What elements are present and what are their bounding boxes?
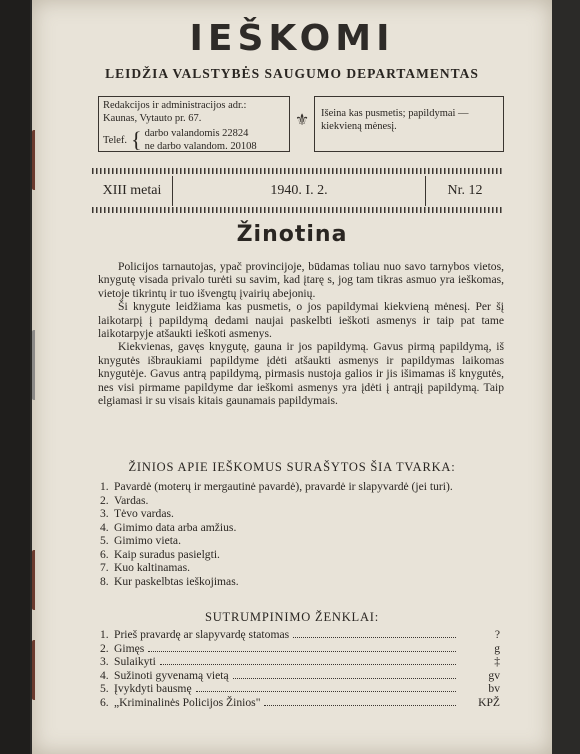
hatched-rule [92,207,504,213]
issue-volume: XIII metai [92,176,173,206]
list-item: 6. „Kriminalinės Policijos Žinios" KPŽ [100,695,500,709]
background-dark [0,0,30,754]
hatched-rule [92,168,504,174]
leader-dots [264,697,456,706]
publication-title: IEŠKOMI [189,18,395,59]
editorial-address-box [98,96,290,152]
emblem-icon: ⚜ [294,112,310,129]
list-item: 4. Sužinoti gyvenamą vietą gv [100,668,500,682]
address-line-1: Redakcijos ir administracijos adr.: [103,100,247,111]
notice-heading: Žinotina [236,222,348,247]
list-item: 6. Kaip suradus pasielgti. [100,547,220,561]
leader-dots [196,683,456,692]
list-item: 4. Gimimo data arba amžius. [100,520,237,534]
phone-day: darbo valandomis 22824 [144,128,249,139]
binding-staple [32,330,51,400]
list-item: 1. Pavardė (moterų ir mergautinė pavardė), pravardė ir slapyvardė (jei turi). [100,480,453,493]
abbrev-symbol: ? [494,628,500,641]
phone-night: ne darbo valandom. 20108 [144,141,257,152]
list-item: 3. Sulaikyti ‡ [100,655,500,669]
phone-block [103,127,285,153]
issue-date: 1940. I. 2. [270,183,328,198]
binding-thread [32,550,51,610]
binding-thread [32,640,51,700]
list-item: 5. Įvykdyti bausmę bv [100,682,500,696]
list-item: 2. Vardas. [100,493,149,507]
abbrev-symbol: KPŽ [478,695,500,709]
brace-icon: { [131,127,142,152]
notice-body [98,260,504,407]
leader-dots [233,670,456,679]
list-item: 1. Prieš pravardę ar slapyvardę statomas ? [100,628,500,641]
leader-dots [160,656,456,665]
address-line-2: Kaunas, Vytauto pr. 67. [103,113,202,124]
telef-label: Telef. [103,134,128,146]
abbrev-symbol: ‡ [494,655,500,669]
binding-thread [32,130,51,190]
issue-number: Nr. 12 [425,176,504,206]
schedule-box: Išeina kas pusmetis; papildymai — kiekvieną mėnesį. [314,96,504,152]
notice-paragraph: Ši knygute leidžiama kas pusmetis, o jos papildymai kiekvieną mėnesį. Per šį laikotarpį į papildymą dedami naujai paskelbti ieškoti asmenys ir taip pat tame laikotarpyje atšaukti ieškoti asmenys. [98,300,504,341]
list-item: 5. Gimimo vieta. [100,534,181,547]
fields-list [100,480,500,588]
abbrev-list [100,628,500,710]
list-item: 2. Gimęs g [100,641,500,655]
phone-list [145,127,257,153]
leader-dots [148,643,456,652]
list-item: 3. Tėvo vardas. [100,507,174,520]
abbrev-symbol: bv [488,682,500,696]
notice-paragraph: Kiekvienas, gavęs knygutę, gauna ir jos papildymą. Gavus pirmą papildymą, iš knygutės išbraukiami papildyme įdėti atšaukti asmenys ir papildymas laikomas knygutėje. Gavus antrą papildymą, pirmasis nustoja galios ir jis išimamas iš knygutės, nes visi pirmame papildyme dar ieškomi asmenys yra įdėti į antrąjį papildymą. Taip elgiamasi ir su visais kitais gaunamais papildymais. [98,340,504,408]
abbrev-symbol: gv [488,668,500,682]
issue-info-row [92,176,504,206]
notice-paragraph: Policijos tarnautojas, ypač provincijoje, būdamas toliau nuo savo tarnybos vietos, knygutę visada privalo turėti su savim, kad įtarę s, jog tam tikras asmuo yra ieškomas, vietoje tikrintų ir tuo išvengtų įvairių abejonių. [98,260,504,300]
list-item: 7. Kuo kaltinamas. [100,561,190,574]
list-item: 8. Kur paskelbtas ieškojimas. [100,574,239,588]
fields-heading: ŽINIOS APIE IEŠKOMUS SURAŠYTOS ŠIA TVARKA: [128,460,456,474]
abbrev-heading: SUTRUMPINIMO ŽENKLAI: [204,610,380,624]
publisher-line: LEIDŽIA VALSTYBĖS SAUGUMO DEPARTAMENTAS [105,66,479,81]
leader-dots [293,629,456,638]
abbrev-symbol: g [494,641,500,655]
